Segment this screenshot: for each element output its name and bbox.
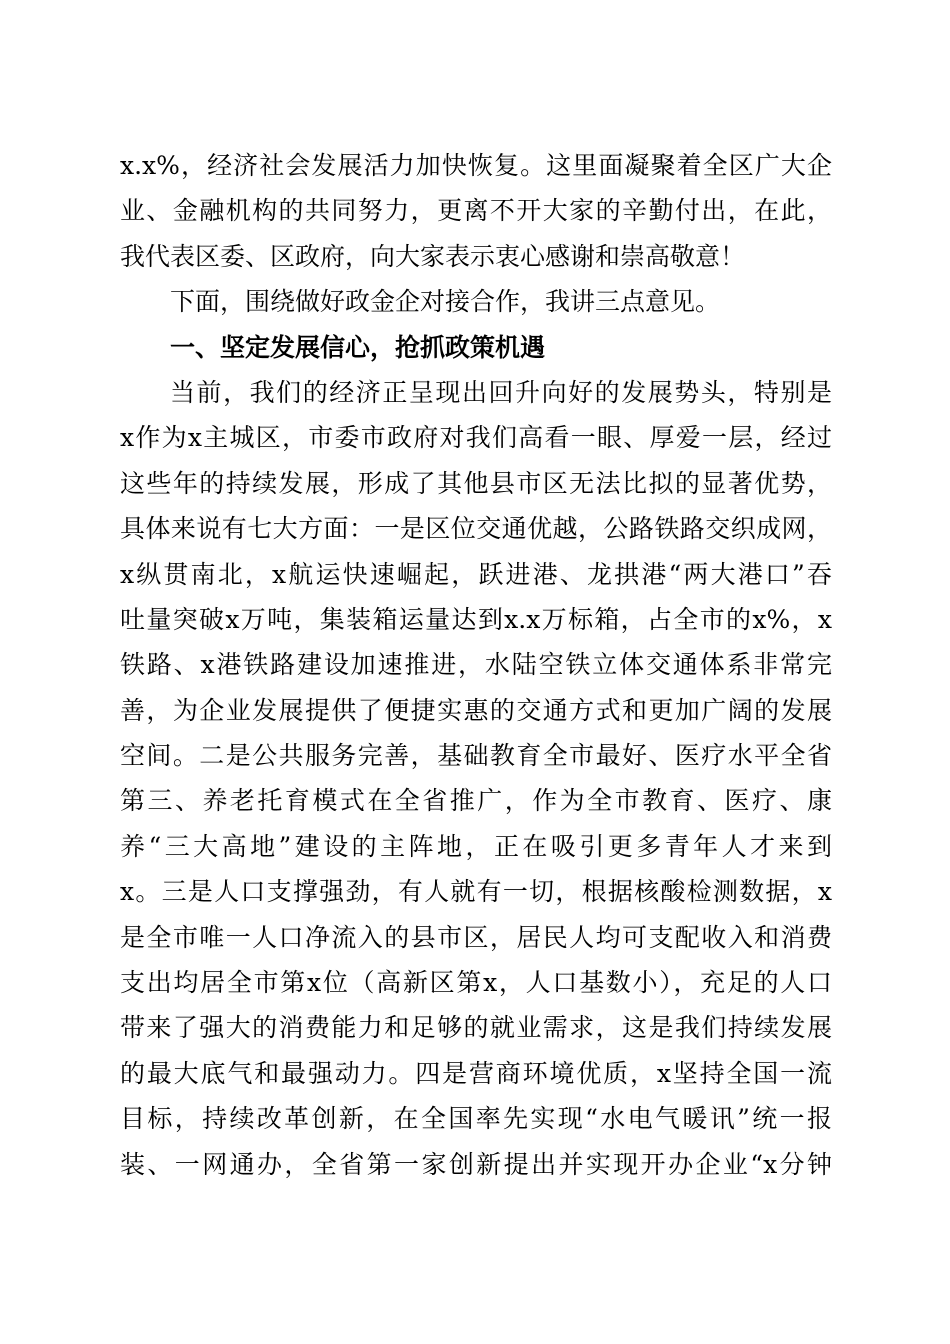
paragraph-line: x。三是人口支撑强劲，有人就有一切，根据核酸检测数据，x (120, 877, 832, 907)
paragraph-line: x作为x主城区，市委市政府对我们高看一眼、厚爱一层，经过 (120, 423, 832, 453)
paragraph-line: 当前，我们的经济正呈现出回升向好的发展势头，特别是 (170, 377, 832, 407)
paragraph-line: 善，为企业发展提供了便捷实惠的交通方式和更加广阔的发展 (120, 695, 832, 725)
paragraph-line: 的最大底气和最强动力。四是营商环境优质，x坚持全国一流 (120, 1058, 832, 1088)
paragraph-line: 我代表区委、区政府，向大家表示衷心感谢和崇高敬意！ (120, 241, 746, 271)
paragraph-line: 吐量突破x万吨，集装箱运量达到x.x万标箱，占全市的x%，x (120, 604, 832, 634)
paragraph-line: x.x%，经济社会发展活力加快恢复。这里面凝聚着全区广大企 (120, 151, 832, 180)
paragraph-line: 带来了强大的消费能力和足够的就业需求，这是我们持续发展 (120, 1013, 832, 1043)
paragraph-line: 装、一网通办，全省第一家创新提出并实现开办企业“x分钟 (120, 1149, 832, 1179)
paragraph-line: 空间。二是公共服务完善，基础教育全市最好、医疗水平全省 (120, 741, 832, 771)
paragraph-line: x纵贯南北，x航运快速崛起，跃进港、龙拱港“两大港口”吞 (120, 559, 832, 589)
paragraph-line: 业、金融机构的共同努力，更离不开大家的辛勤付出，在此， (120, 196, 832, 226)
paragraph-line: 铁路、x港铁路建设加速推进，水陆空铁立体交通体系非常完 (120, 650, 832, 680)
document-body (120, 143, 832, 1187)
paragraph-line: 具体来说有七大方面：一是区位交通优越，公路铁路交织成网， (120, 514, 832, 544)
paragraph-line: 这些年的持续发展，形成了其他县市区无法比拟的显著优势， (120, 468, 832, 498)
paragraph-line: 支出均居全市第x位（高新区第x，人口基数小），充足的人口 (120, 968, 832, 998)
paragraph-line: 目标，持续改革创新，在全国率先实现“水电气暖讯”统一报 (120, 1104, 832, 1134)
paragraph-line: 第三、养老托育模式在全省推广，作为全市教育、医疗、康 (120, 786, 832, 816)
section-heading: 一、坚定发展信心，抢抓政策机遇 (170, 332, 546, 362)
paragraph-line: 是全市唯一人口净流入的县市区，居民人均可支配收入和消费 (120, 922, 832, 952)
paragraph-line: 养“三大高地”建设的主阵地，正在吸引更多青年人才来到 (120, 831, 832, 861)
paragraph-line: 下面，围绕做好政金企对接合作，我讲三点意见。 (170, 287, 721, 317)
